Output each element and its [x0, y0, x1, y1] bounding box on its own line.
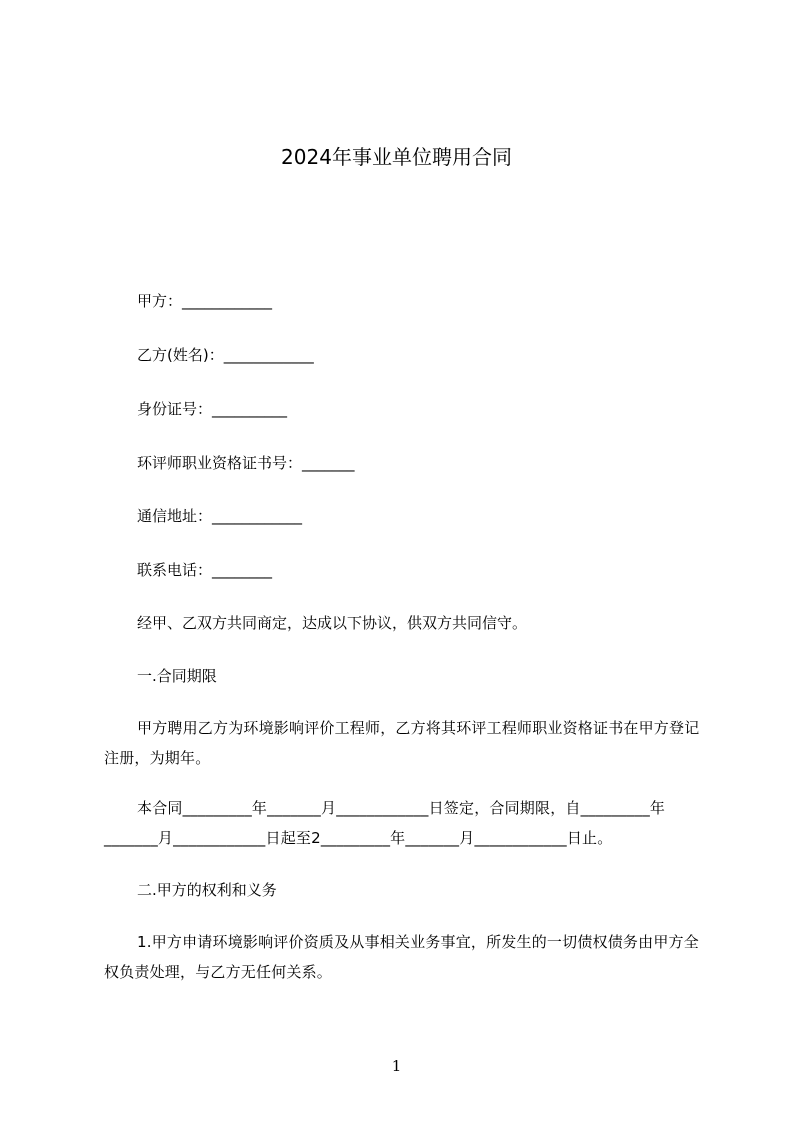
section-1-paragraph-2: 本合同_________年_______月____________日签定，合同期限，自_________年_______月____________日起至2_________年_______月____________日止。: [104, 799, 666, 847]
section-2-heading: 二.甲方的权利和义务: [137, 881, 277, 899]
party-b-name-field: 乙方(姓名)：____________: [137, 346, 314, 364]
certificate-number-field: 环评师职业资格证书号：_______: [137, 454, 355, 472]
section-1-heading: 一.合同期限: [137, 667, 217, 685]
mailing-address-field: 通信地址：____________: [137, 507, 303, 525]
intro-text: 经甲、乙双方共同商定，达成以下协议，供双方共同信守。: [137, 614, 528, 632]
id-number-field: 身份证号：__________: [137, 400, 288, 418]
party-a-field: 甲方：____________: [137, 292, 273, 310]
page-number: 1: [391, 1057, 402, 1075]
document-title: 2024年事业单位聘用合同: [281, 145, 512, 169]
phone-field: 联系电话：________: [137, 561, 273, 579]
section-2-item-1: 1.甲方申请环境影响评价资质及从事相关业务事宜，所发生的一切债权债务由甲方全权负责处理，与乙方无任何关系。: [104, 933, 699, 981]
section-1-paragraph-1: 甲方聘用乙方为环境影响评价工程师，乙方将其环评工程师职业资格证书在甲方登记注册，为期年。: [104, 719, 700, 767]
